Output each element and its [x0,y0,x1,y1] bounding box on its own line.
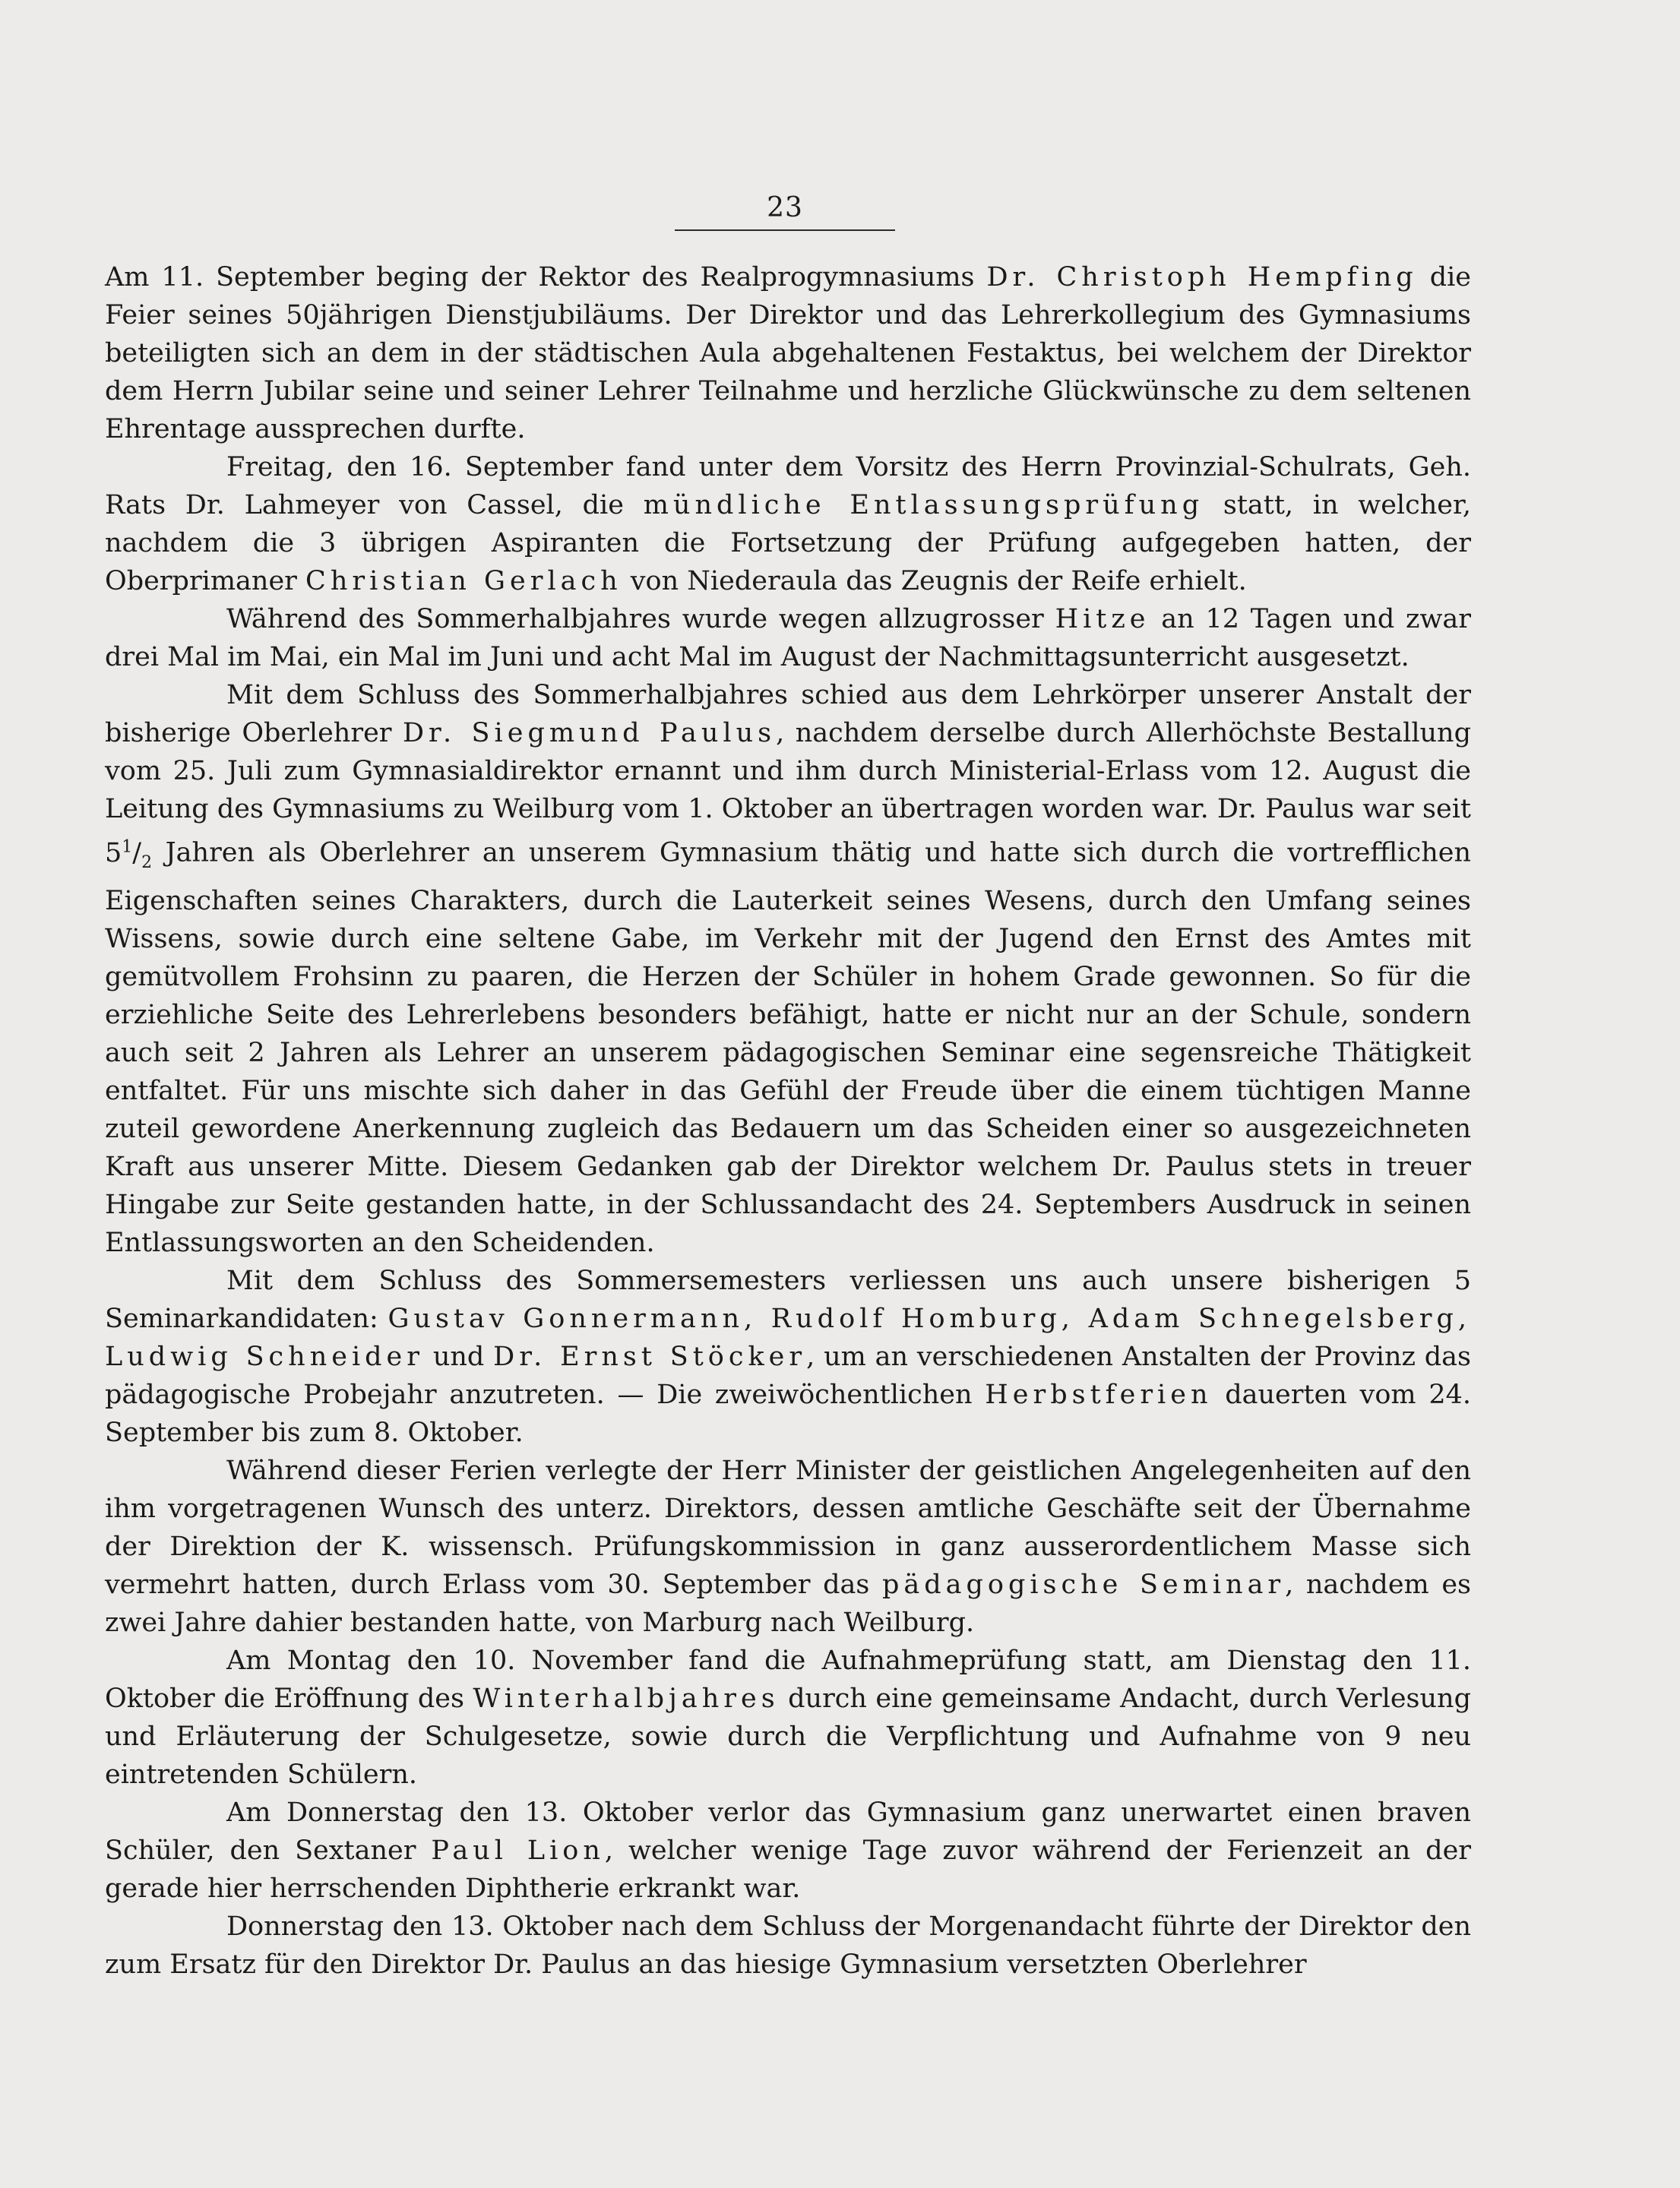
spaced-emphasis: Paul Lion [431,1835,605,1866]
fraction-whole: 5 [105,837,122,868]
spaced-emphasis: Dr. Ernst Stöcker [493,1341,807,1372]
spaced-emphasis: Gustav Gonnermann, Rudolf Homburg, Adam Schnegelsberg, Ludwig Schneider [105,1303,1471,1372]
paragraph [105,258,1471,448]
paragraph [105,1642,1471,1794]
text-run: , welcher wenige Tage zuvor während der Ferienzeit an der gerade hier herrschenden Diphtherie erkrankt war. [105,1835,1472,1904]
fraction-numerator: 1 [122,837,133,856]
text-run: Mit dem Schluss des Sommersemesters verliessen uns auch unsere bisherigen 5 Seminarkandidaten: [105,1265,1471,1334]
text-run: Donnerstag den 13. Oktober nach dem Schluss der Morgenandacht führte der Direktor den zum Ersatz für den Direktor Dr. Paulus an das hiesige Gymnasium versetzten Oberlehrer [105,1911,1471,1980]
spaced-emphasis: mündliche Entlassungsprüfung [643,490,1204,520]
paragraph [105,1908,1471,1984]
text-run: Mit dem Schluss des Sommerhalbjahres schied aus dem Lehrkörper unserer Anstalt der bisherige Oberlehrer [105,680,1471,748]
text-run: dauerten vom 24. September bis zum 8. Oktober. [105,1379,1471,1448]
body-text [105,258,1471,1984]
text-run: und [424,1341,494,1372]
text-run: Freitag, den 16. September fand unter dem Vorsitz des Herrn Provinzial-Schulrats, Geh. Rats Dr. Lahmeyer von Cassel, die [105,452,1471,520]
text-run: Am 11. September beging der Rektor des Realprogymnasiums [105,262,987,292]
spaced-emphasis: Winterhalbjahres [473,1683,780,1714]
text-run: an 12 Tagen und zwar drei Mal im Mai, ein Mal im Juni und acht Mal im August der Nachmittagsunterricht ausgesetzt. [105,604,1472,672]
text-run: Während des Sommerhalbjahres wurde wegen allzugrosser [226,604,1055,634]
text-run: Während dieser Ferien verlegte der Herr Minister der geistlichen Angelegenheiten auf den ihm vorgetragenen Wunsch des unterz. Direktors, dessen amtliche Geschäfte seit der Übernahme der Direktion der K. wissensch. Prüfungskommission in ganz ausserordentlichem Masse sich vermehrt hatten, durch Erlass vom 30. September das [105,1455,1471,1600]
paragraph [105,676,1471,1262]
text-run: , nachdem es zwei Jahre dahier bestanden hatte, von Marburg nach Weilburg. [105,1569,1471,1638]
spaced-emphasis: Hitze [1055,604,1150,634]
text-run: Am Montag den 10. November fand die Aufnahmeprüfung statt, am Dienstag den 11. Oktober die Eröffnung des [105,1645,1471,1714]
page-number: 23 [767,192,803,223]
text-run: durch eine gemeinsame Andacht, durch Verlesung und Erläuterung der Schulgesetze, sowie durch die Verpflichtung und Aufnahme von 9 neu eintretenden Schülern. [105,1683,1471,1790]
paragraph [105,1794,1471,1908]
text-run: Jahren als Oberlehrer an unserem Gymnasium thätig und hatte sich durch die vortrefflichen Eigenschaften seines Charakters, durch die Lauterkeit seines Wesens, durch den Umfang seines Wissens, sowie durch eine seltene Gabe, im Verkehr mit der Jugend den Ernst des Amtes mit gemütvollem Frohsinn zu paaren, die Herzen der Schüler in hohem Grade gewonnen. So für die erziehliche Seite des Lehrerlebens besonders befähigt, hatte er nicht nur an der Schule, sondern auch seit 2 Jahren als Lehrer an unserem pädagogischen Seminar eine segensreiche Thätigkeit entfaltet. Für uns mischte sich daher in das Gefühl der Freude über die einem tüchtigen Manne zuteil gewordene Anerkennung zugleich das Bedauern um das Scheiden einer so ausgezeichneten Kraft aus unserer Mitte. Diesem Gedanken gab der Direktor welchem Dr. Paulus stets in treuer Hingabe zur Seite gestanden hatte, in der Schlussandacht des 24. Septembers Ausdruck in seinen Entlassungsworten an den Scheidenden. [105,837,1471,1258]
text-run: statt, in welcher, nachdem die 3 übrigen Aspiranten die Fortsetzung der Prüfung aufgegeben hatten, der Oberprimaner [105,490,1471,596]
text-run: , um an verschiedenen Anstalten der Provinz das pädagogische Probejahr anzutreten. — Die zweiwöchentlichen [105,1341,1471,1410]
text-run: die Feier seines 50jährigen Dienstjubiläums. Der Direktor und das Lehrerkollegium des Gymnasiums beteiligten sich an dem in der städtischen Aula abgehaltenen Festaktus, bei welchem der Direktor dem Herrn Jubilar seine und seiner Lehrer Teilnahme und herzliche Glückwünsche zu dem seltenen Ehrentage aussprechen durfte. [105,262,1471,444]
spaced-emphasis: Herbstferien [985,1379,1213,1410]
paragraph [105,1262,1471,1452]
spaced-emphasis: Christian Gerlach [305,566,622,596]
text-run: von Niederaula das Zeugnis der Reife erhielt. [622,566,1247,596]
paragraph [105,600,1471,676]
spaced-emphasis: Dr. Christoph Hempfing [986,262,1418,292]
spaced-emphasis: Dr. Siegmund Paulus [403,718,777,748]
page-header [675,191,895,231]
header-rule [675,229,895,231]
text-run: Am Donnerstag den 13. Oktober verlor das Gymnasium ganz unerwartet einen braven Schüler, den Sextaner [105,1797,1471,1866]
paragraph [105,1452,1471,1642]
spaced-emphasis: pädagogische Seminar [881,1569,1286,1600]
paragraph [105,448,1471,600]
mixed-fraction: $5^1/_2$ [105,837,153,872]
fraction-denominator: 2 [141,852,153,872]
text-run: , nachdem derselbe durch Allerhöchste Bestallung vom 25. Juli zum Gymnasialdirektor ernannt und ihm durch Ministerial-Erlass vom 12. August die Leitung des Gymnasiums zu Weilburg vom 1. Oktober an übertragen worden war. Dr. Paulus war seit [105,718,1471,824]
